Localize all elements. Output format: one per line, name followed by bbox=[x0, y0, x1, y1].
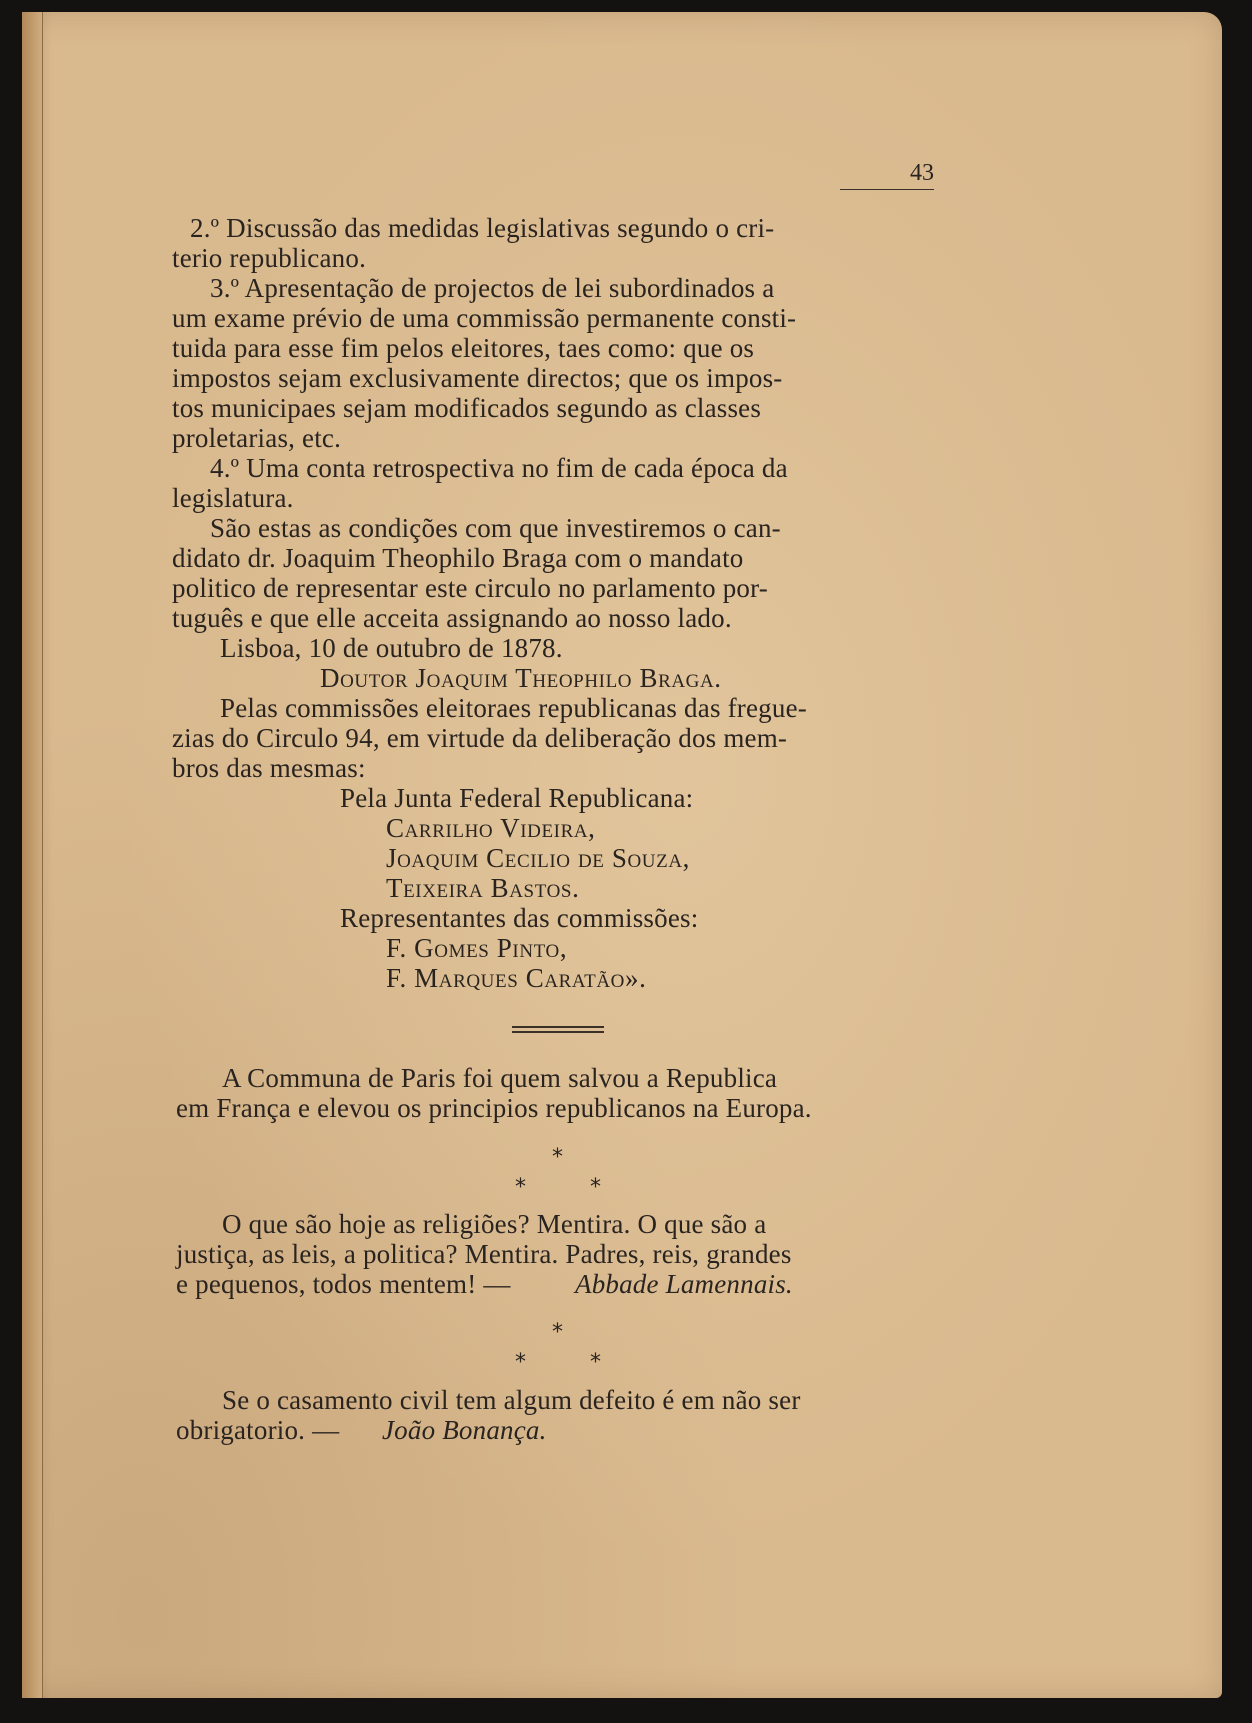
page-number: 43 bbox=[840, 160, 934, 190]
asterism-star: * bbox=[590, 1175, 601, 1200]
text-line: bros das mesmas: bbox=[172, 753, 366, 783]
signature-line: Teixeira Bastos. bbox=[386, 873, 580, 903]
text-line: A Communa de Paris foi quem salvou a Republica bbox=[222, 1063, 778, 1093]
asterism-star: * bbox=[515, 1350, 526, 1375]
text-line: O que são hoje as religiões? Mentira. O que são a bbox=[222, 1209, 767, 1239]
text-line: e pequenos, todos mentem! — bbox=[176, 1269, 511, 1299]
text-line: proletarias, etc. bbox=[172, 423, 342, 453]
page-binding-edge bbox=[22, 12, 43, 1698]
text-line: Pela Junta Federal Republicana: bbox=[340, 783, 694, 813]
text-line: em França e elevou os principios republicanos na Europa. bbox=[176, 1093, 812, 1123]
text-line: legislatura. bbox=[172, 483, 294, 513]
text-line: tuida para esse fim pelos eleitores, taes como: que os bbox=[172, 333, 755, 363]
text-line: justiça, as leis, a politica? Mentira. Padres, reis, grandes bbox=[176, 1239, 792, 1269]
text-line: Lisboa, 10 de outubro de 1878. bbox=[220, 633, 563, 663]
text-line: Pelas commissões eleitoraes republicanas das fregue- bbox=[220, 693, 807, 723]
signature-line: F. Gomes Pinto, bbox=[386, 933, 568, 963]
signature-line: F. Marques Caratão». bbox=[386, 963, 647, 993]
separator-rule bbox=[512, 1026, 604, 1028]
asterism-star: * bbox=[552, 1320, 563, 1345]
text-line: impostos sejam exclusivamente directos; que os impos- bbox=[172, 363, 783, 393]
asterism-star: * bbox=[590, 1350, 601, 1375]
text-line: didato dr. Joaquim Theophilo Braga com o mandato bbox=[172, 543, 744, 573]
text-line: zias do Circulo 94, em virtude da deliberação dos mem- bbox=[172, 723, 788, 753]
asterism-star: * bbox=[552, 1145, 563, 1170]
text-line: um exame prévio de uma commissão permanente consti- bbox=[172, 303, 797, 333]
quote-author: João Bonança. bbox=[382, 1415, 547, 1445]
text-line: politico de representar este circulo no parlamento por- bbox=[172, 573, 768, 603]
signature-line: Doutor Joaquim Theophilo Braga. bbox=[320, 663, 722, 693]
text-line: tuguês e que elle acceita assignando ao nosso lado. bbox=[172, 603, 732, 633]
text-line: São estas as condições com que investiremos o can- bbox=[210, 513, 781, 543]
quote-author: Abbade Lamennais. bbox=[575, 1269, 793, 1299]
signature-line: Joaquim Cecilio de Souza, bbox=[386, 843, 690, 873]
text-line: obrigatorio. — bbox=[176, 1415, 340, 1445]
text-line: 2.º Discussão das medidas legislativas segundo o cri- bbox=[190, 213, 775, 243]
signature-line: Carrilho Videira, bbox=[386, 813, 596, 843]
text-line: terio republicano. bbox=[172, 243, 367, 273]
text-line: 4.º Uma conta retrospectiva no fim de cada época da bbox=[210, 453, 788, 483]
asterism-star: * bbox=[515, 1175, 526, 1200]
text-line: 3.º Apresentação de projectos de lei subordinados a bbox=[210, 273, 775, 303]
text-line: tos municipaes sejam modificados segundo as classes bbox=[172, 393, 762, 423]
text-line: Representantes das commissões: bbox=[340, 903, 699, 933]
text-line: Se o casamento civil tem algum defeito é em não ser bbox=[222, 1385, 801, 1415]
separator-rule bbox=[512, 1031, 604, 1033]
